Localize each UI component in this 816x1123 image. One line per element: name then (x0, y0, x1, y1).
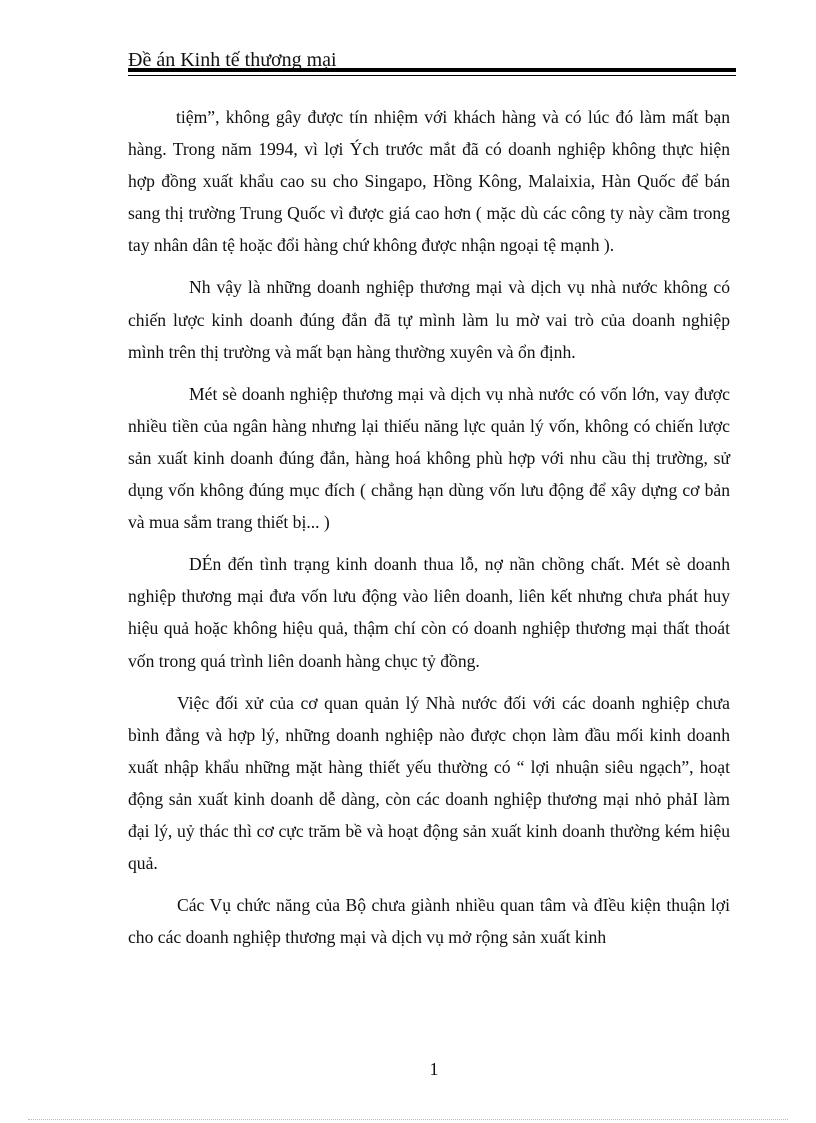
document-body (128, 101, 730, 953)
paragraph-5: Việc đối xử của cơ quan quản lý Nhà nước đối với các doanh nghiệp chưa bình đẳng và hợp lý, những doanh nghiệp nào được chọn làm đầu mối kinh doanh xuất nhập khẩu những mặt hàng thiết yếu thường có “ lợi nhuận siêu ngạch”, hoạt động sản xuất kinh doanh dễ dàng, còn các doanh nghiệp thương mại nhỏ phảI làm đại lý, uỷ thác thì cơ cực trăm bề và hoạt động sản xuất kinh doanh thường kém hiệu quả. (128, 692, 730, 874)
page-bottom-divider (28, 1119, 788, 1120)
paragraph-4: DÉn đến tình trạng kinh doanh thua lỗ, nợ nần chồng chất. Mét sè doanh nghiệp thương mại đưa vốn lưu động vào liên doanh, liên kết nhưng chưa phát huy hiệu quả hoặc không hiệu quả, thậm chí còn có doanh nghiệp thương mại thất thoát vốn trong quá trình liên doanh hàng chục tỷ đồng. (128, 554, 730, 671)
header-rule-thin (128, 75, 736, 76)
paragraph-2: Nh vậy là những doanh nghiệp thương mại và dịch vụ nhà nước không có chiến lược kinh doanh đúng đắn đã tự mình làm lu mờ vai trò của doanh nghiệp mình trên thị trường và mất bạn hàng thường xuyên và ổn định. (128, 277, 730, 362)
paragraph-6: Các Vụ chức năng của Bộ chưa giành nhiều quan tâm và đIều kiện thuận lợi cho các doanh nghiệp thương mại và dịch vụ mở rộng sản xuất kinh (128, 895, 730, 948)
paragraph-3: Mét sè doanh nghiệp thương mại và dịch vụ nhà nước có vốn lớn, vay được nhiều tiền của ngân hàng nhưng lại thiếu năng lực quản lý vốn, không có chiến lược sản xuất kinh doanh đúng đắn, hàng hoá không phù hợp với nhu cầu thị trường, sử dụng vốn không đúng mục đích ( chẳng hạn dùng vốn lưu động để xây dựng cơ bản và mua sắm trang thiết bị... ) (128, 383, 730, 533)
document-title: Đề án Kinh tế thương mại (128, 49, 337, 71)
page-number: 1 (429, 1059, 439, 1079)
page-header (128, 48, 736, 74)
paragraph-1: tiệm”, không gây được tín nhiệm với khách hàng và có lúc đó làm mất bạn hàng. Trong năm 1994, vì lợi Ých trước mắt đã có doanh nghiệp không thực hiện hợp đồng xuất khẩu cao su cho Singapo, Hồng Kông, Malaixia, Hàn Quốc để bán sang thị trường Trung Quốc vì được giá cao hơn ( mặc dù các công ty này cầm trong tay nhân dân tệ hoặc đổi hàng chứ không được nhận ngoại tệ mạnh ). (128, 107, 730, 256)
header-rule-thick (128, 68, 736, 72)
